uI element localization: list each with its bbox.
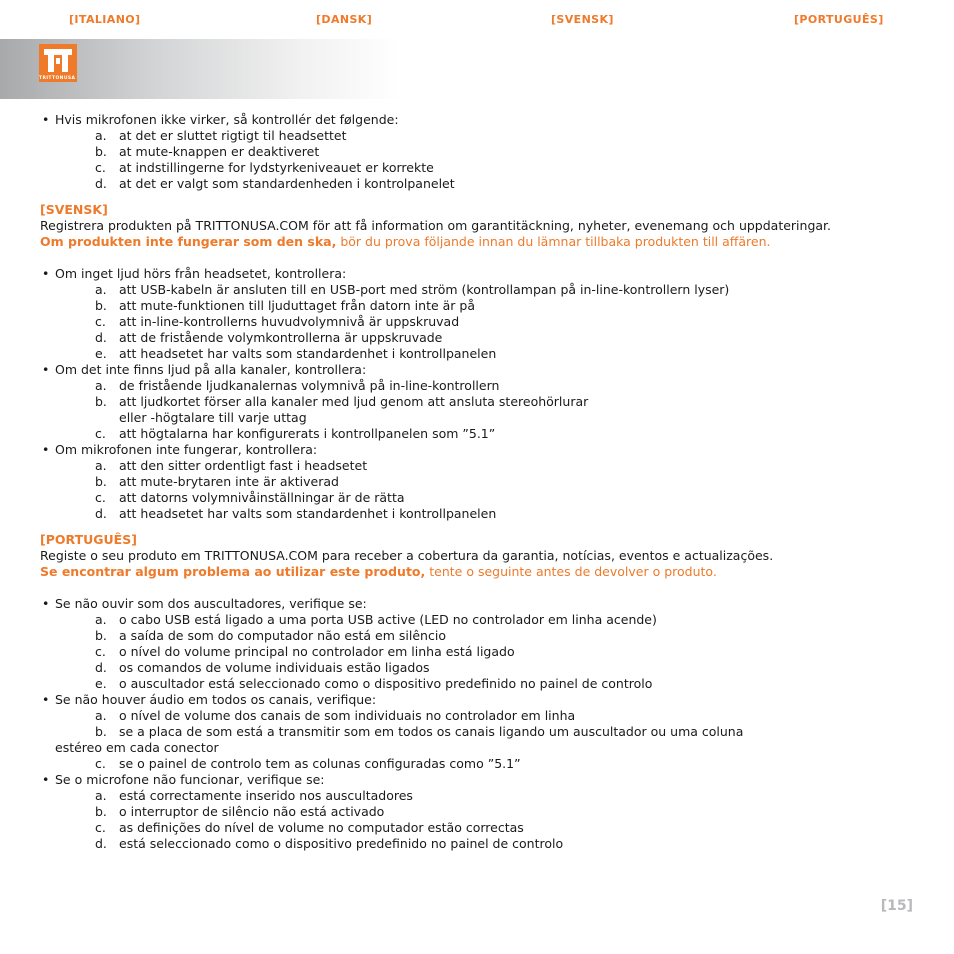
manual-content	[40, 112, 920, 852]
tab-dansk[interactable]: [DANSK]	[316, 13, 373, 26]
sub-item: c. se o painel de controlo tem as colunas configuradas como ”5.1”	[95, 756, 521, 771]
section-intro: Registrera produkten på TRITTONUSA.COM för att få information om garantitäckning, nyheter, evenemang och uppdateringar.	[40, 218, 832, 233]
list-item: • Se não ouvir som dos auscultadores, verifique se:	[42, 596, 367, 611]
sub-item: b. o interruptor de silêncio não está activado	[95, 804, 385, 819]
sub-item: c. att datorns volymnivåinställningar är de rätta	[95, 490, 405, 505]
sub-item: d. at det er valgt som standardenheden i kontrolpanelet	[95, 176, 455, 191]
sub-item: a. o cabo USB está ligado a uma porta USB active (LED no controlador em linha acende)	[95, 612, 657, 627]
language-nav	[0, 13, 954, 29]
warning-line: Om produkten inte fungerar som den ska, bör du prova följande innan du lämnar tillbaka produkten till affären.	[40, 234, 771, 249]
list-item: • Om mikrofonen inte fungerar, kontrollera:	[42, 442, 318, 457]
sub-item: c. att in-line-kontrollerns huvudvolymnivå är uppskruvad	[95, 314, 460, 329]
sub-item: a. att USB-kabeln är ansluten till en USB-port med ström (kontrollampan på in-line-kontrollern lyser)	[95, 282, 730, 297]
sub-item: c. att högtalarna har konfigurerats i kontrollpanelen som ”5.1”	[95, 426, 496, 441]
tab-portugues[interactable]: [PORTUGUÊS]	[794, 13, 884, 26]
section-heading-portugues: [PORTUGUÊS]	[40, 532, 137, 547]
sub-item: a. de fristående ljudkanalernas volymnivå på in-line-kontrollern	[95, 378, 500, 393]
sub-item: a. at det er sluttet rigtigt til headsettet	[95, 128, 347, 143]
logo-wordmark: TRITTONUSA	[39, 76, 76, 81]
sub-item: b. att ljudkortet förser alla kanaler med ljud genom att ansluta stereohörlurar eller -högtalare till varje uttag	[95, 394, 589, 425]
list-item: • Se não houver áudio em todos os canais, verifique:	[42, 692, 377, 707]
tab-italiano[interactable]: [ITALIANO]	[69, 13, 141, 26]
list-item: • Om inget ljud hörs från headsetet, kontrollera:	[42, 266, 347, 281]
sub-item: c. at indstillingerne for lydstyrkeniveauet er korrekte	[95, 160, 434, 175]
sub-item-continuation: estéreo em cada conector	[55, 740, 219, 755]
sub-item: a. está correctamente inserido nos auscultadores	[95, 788, 413, 803]
page-number: [15]	[880, 898, 913, 914]
sub-item: b. at mute-knappen er deaktiveret	[95, 144, 320, 159]
list-item: • Om det inte finns ljud på alla kanaler, kontrollera:	[42, 362, 367, 377]
list-item: • Se o microfone não funcionar, verifique se:	[42, 772, 325, 787]
sub-item: a. o nível de volume dos canais de som individuais no controlador em linha	[95, 708, 576, 723]
section-intro: Registe o seu produto em TRITTONUSA.COM para receber a cobertura da garantia, notícias, eventos e actualizações.	[40, 548, 774, 563]
sub-item: e. o auscultador está seleccionado como o dispositivo predefinido no painel de controlo	[95, 676, 653, 691]
sub-item: e. att headsetet har valts som standardenhet i kontrollpanelen	[95, 346, 497, 361]
sub-item: d. está seleccionado como o dispositivo predefinido no painel de controlo	[95, 836, 564, 851]
sub-item: b. se a placa de som está a transmitir som em todos os canais ligando um auscultador ou uma coluna	[95, 724, 744, 739]
sub-item: d. att headsetet har valts som standardenhet i kontrollpanelen	[95, 506, 497, 521]
sub-item: c. o nível do volume principal no controlador em linha está ligado	[95, 644, 515, 659]
tab-svensk[interactable]: [SVENSK]	[551, 13, 614, 26]
sub-item: b. att mute-brytaren inte är aktiverad	[95, 474, 339, 489]
sub-item: d. os comandos de volume individuais estão ligados	[95, 660, 430, 675]
list-item: • Hvis mikrofonen ikke virker, så kontrollér det følgende:	[42, 112, 399, 127]
warning-line: Se encontrar algum problema ao utilizar este produto, tente o seguinte antes de devolver o produto.	[40, 564, 717, 579]
sub-item: d. att de fristående volymkontrollerna är uppskruvade	[95, 330, 443, 345]
sub-item: c. as definições do nível de volume no computador estão correctas	[95, 820, 524, 835]
sub-item: b. a saída de som do computador não está em silêncio	[95, 628, 446, 643]
sub-item: a. att den sitter ordentligt fast i headsetet	[95, 458, 368, 473]
sub-item: b. att mute-funktionen till ljuduttaget från datorn inte är på	[95, 298, 476, 313]
section-heading-svensk: [SVENSK]	[40, 202, 108, 217]
